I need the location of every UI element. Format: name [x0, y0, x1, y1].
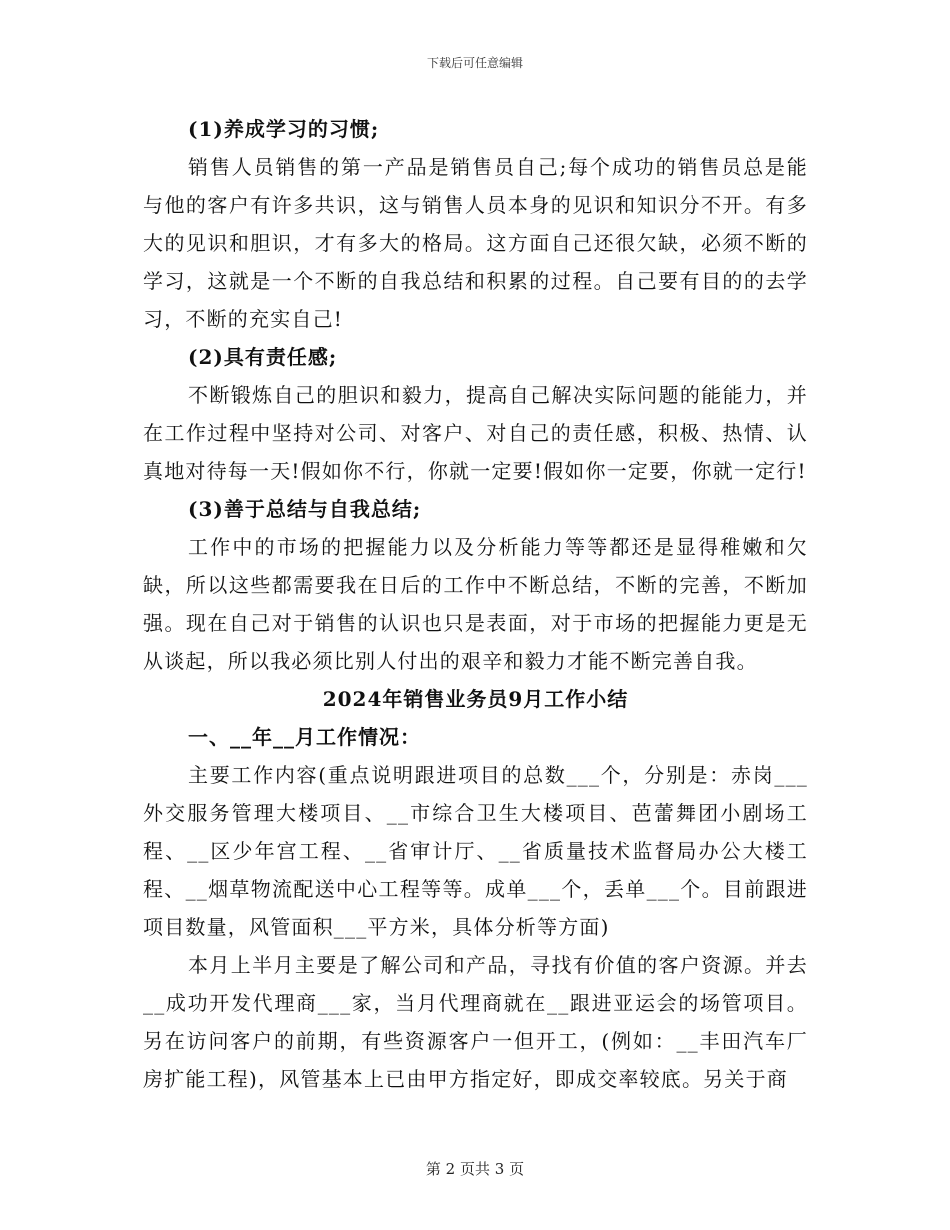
- section-heading-2: (2)具有责任感;: [188, 345, 338, 369]
- document-body: [143, 110, 808, 1098]
- article-paragraph-1: 主要工作内容(重点说明跟进项目的总数___个，分别是：赤岗___外交服务管理大楼项目、__市综合卫生大楼项目、芭蕾舞团小剧场工程、__区少年宫工程、__省审计厅、__省质量技术监督局办公大楼工程、__烟草物流配送中心工程等等。成单___个，丢单___个。目前跟进项目数量，风管面积___平方米，具体分析等方面): [143, 763, 808, 939]
- section-paragraph-1: 销售人员销售的第一产品是销售员自己;每个成功的销售员总是能与他的客户有许多共识，这与销售人员本身的见识和知识分不开。有多大的见识和胆识，才有多大的格局。这方面自己还很欠缺，必须不断的学习，这就是一个不断的自我总结和积累的过程。自己要有目的的去学习，不断的充实自己!: [143, 155, 808, 331]
- section-heading-3: (3)善于总结与自我总结;: [188, 497, 422, 521]
- article-paragraph-2: 本月上半月主要是了解公司和产品，寻找有价值的客户资源。并去__成功开发代理商___家，当月代理商就在__跟进亚运会的场管项目。另在访问客户的前期，有些资源客户一但开工，(例如：__丰田汽车厂房扩能工程)，风管基本上已由甲方指定好，即成交率较底。另关于商: [143, 953, 808, 1091]
- section-heading-1: (1)养成学习的习惯;: [188, 117, 380, 141]
- section-paragraph-3: 工作中的市场的把握能力以及分析能力等等都还是显得稚嫩和欠缺，所以这些都需要我在日后的工作中不断总结，不断的完善，不断加强。现在自己对于销售的认识也只是表面，对于市场的把握能力更是无从谈起，所以我必须比别人付出的艰辛和毅力才能不断完善自我。: [143, 535, 808, 673]
- page-footer: 第 2 页共 3 页: [425, 1160, 525, 1178]
- article-subheading: 一、__年__月工作情况：: [188, 725, 421, 749]
- section-paragraph-2: 不断锻炼自己的胆识和毅力，提高自己解决实际问题的能能力，并在工作过程中坚持对公司、对客户、对自己的责任感，积极、热情、认真地对待每一天!假如你不行，你就一定要!假如你一定要，你就一定行!: [143, 383, 808, 483]
- article-title: 2024年销售业务员9月工作小结: [322, 687, 629, 711]
- page-header: 下载后可任意编辑: [426, 56, 523, 70]
